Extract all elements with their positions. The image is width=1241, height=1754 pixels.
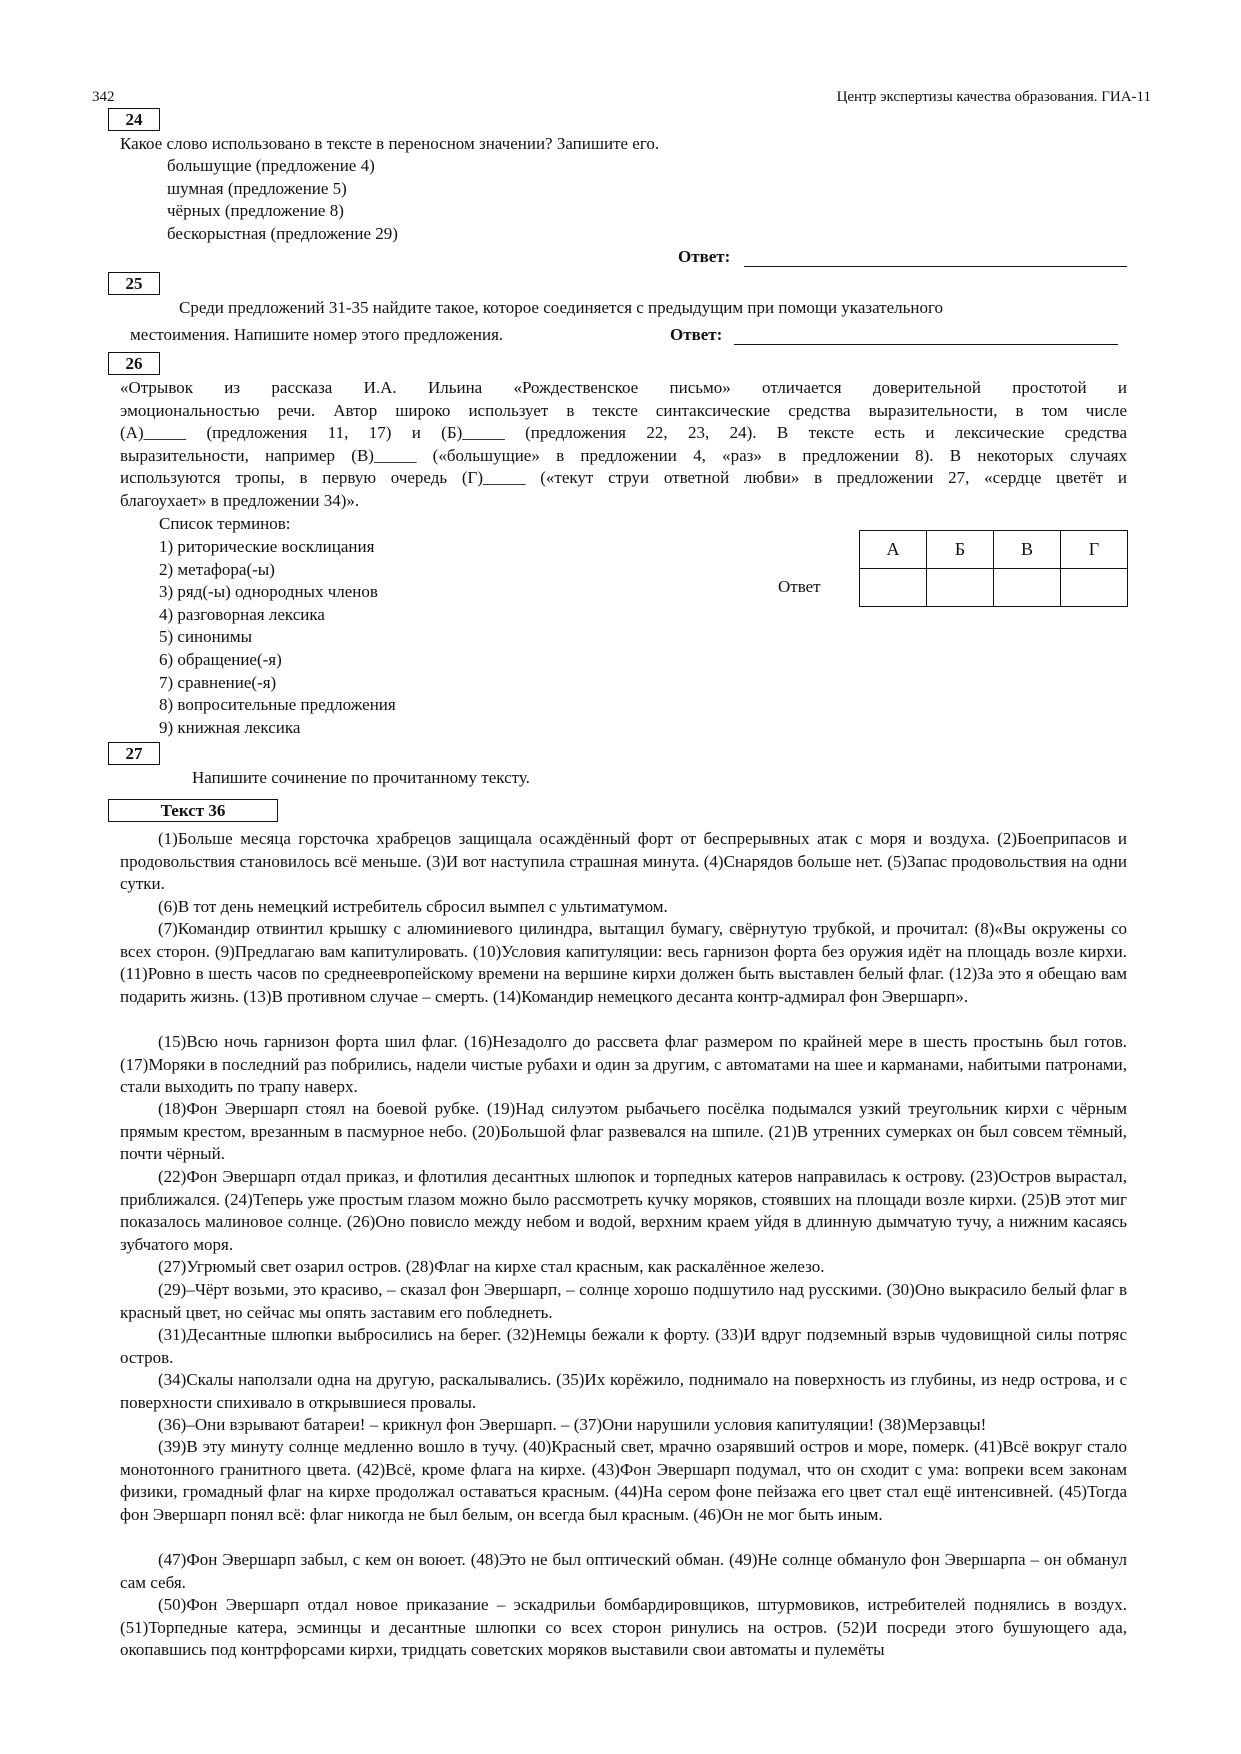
- text-paragraph-5: (18)Фон Эвершарп стоял на боевой рубке. (19)Над силуэтом рыбачьего посёлка подымался узкий треугольник кирхи с чёрным прямым крестом, врезанным в пасмурное небо. (20)Большой флаг развевался на шпиле. (21)В утренних сумерках он был совсем тёмный, почти чёрный.: [120, 1099, 1127, 1163]
- question-27-task: Напишите сочинение по прочитанному тексту.: [192, 768, 530, 787]
- answer-header-g: Г: [1061, 531, 1128, 569]
- question-24-option-3: чёрных (предложение 8): [167, 201, 344, 220]
- running-header-title: Центр экспертизы качества образования. ГИА-11: [836, 89, 1151, 105]
- question-26-text-line-4: выразительности, например (В)_____ («большущие» в предложении 4, «раз» в предложении 8). В некоторых случаях: [120, 446, 1127, 465]
- text-paragraph-1: (1)Больше месяца горсточка храбрецов защищала осаждённый форт от беспрерывных атак с моря и воздуха. (2)Боеприпасов и продовольствия становилось всё меньше. (3)И вот наступила страшная минута. (4)Снарядов больше нет. (5)Запас продовольствия на одни сутки.: [120, 829, 1127, 893]
- term-item-6: 6) обращение(-я): [159, 650, 282, 669]
- answer-header-a: А: [860, 531, 927, 569]
- question-24-text: Какое слово использовано в тексте в переносном значении? Запишите его.: [120, 134, 660, 153]
- term-item-7: 7) сравнение(-я): [159, 673, 277, 692]
- text-paragraph-11: (36)–Они взрывают батареи! – крикнул фон Эвершарп. – (37)Они нарушили условия капитуляции! (38)Мерзавцы!: [158, 1415, 987, 1434]
- text-paragraph-10: (34)Скалы наползали одна на другую, раскалывались. (35)Их корёжило, поднимало на поверхность из глубины, из недр острова, и с поверхности спихивало в открывшиеся провалы.: [120, 1370, 1127, 1412]
- text-paragraph-13: (47)Фон Эвершарп забыл, с кем он воюет. (48)Это не был оптический обман. (49)Не солнце обмануло фон Эвершарпа – он обманул сам себя.: [120, 1550, 1127, 1592]
- question-27-number: 27: [108, 742, 160, 765]
- question-25-text-line-1: Среди предложений 31-35 найдите такое, которое соединяется с предыдущим при помощи указательного: [179, 298, 944, 317]
- term-item-4: 4) разговорная лексика: [159, 605, 325, 624]
- answer-header-v: В: [994, 531, 1061, 569]
- question-25-answer-line[interactable]: [734, 344, 1118, 345]
- question-26-text-line-6: благоухает» в предложении 34)».: [120, 491, 360, 510]
- question-25-text-line-2: местоимения. Напишите номер этого предложения.: [130, 325, 504, 344]
- term-item-1: 1) риторические восклицания: [159, 537, 375, 556]
- question-24-option-2: шумная (предложение 5): [167, 179, 347, 198]
- term-item-9: 9) книжная лексика: [159, 718, 301, 737]
- answer-cell-g[interactable]: [1061, 569, 1128, 607]
- question-26-text-line-1: «Отрывок из рассказа И.А. Ильина «Рождественское письмо» отличается доверительной простотой и: [120, 378, 1127, 397]
- text-paragraph-9: (31)Десантные шлюпки выбросились на берег. (32)Немцы бежали к форту. (33)И вдруг подземный взрыв чудовищной силы потряс остров.: [120, 1325, 1127, 1367]
- term-item-5: 5) синонимы: [159, 627, 253, 646]
- text-paragraph-14: (50)Фон Эвершарп отдал новое приказание – эскадрильи бомбардировщиков, штурмовиков, истребителей поднялись в воздух. (51)Торпедные катера, эсминцы и десантные шлюпки со всех сторон ринулись на остров. (52)И посреди этого бушующего ада, окопавшись под контрфорсами кирхи, тридцать советских моряков выставили свои автоматы и пулемёты: [120, 1595, 1127, 1659]
- text-paragraph-7: (27)Угрюмый свет озарил остров. (28)Флаг на кирхе стал красным, как раскалённое железо.: [158, 1257, 825, 1276]
- terms-list-title: Список терминов:: [159, 514, 291, 533]
- term-item-8: 8) вопросительные предложения: [159, 695, 396, 714]
- term-item-3: 3) ряд(-ы) однородных членов: [159, 582, 378, 601]
- answer-cell-v[interactable]: [994, 569, 1061, 607]
- question-24-option-1: большущие (предложение 4): [167, 156, 375, 175]
- question-26-text-line-3: (А)_____ (предложения 11, 17) и (Б)_____ (предложения 22, 23, 24). В тексте есть и лексические средства: [120, 423, 1127, 442]
- question-24-option-4: бескорыстная (предложение 29): [167, 224, 398, 243]
- question-26-text-line-5: используются тропы, в первую очередь (Г)_____ («текут струи ответной любви» в предложении 27, «сердце цветёт и: [120, 468, 1127, 487]
- text-paragraph-12: (39)В эту минуту солнце медленно вошло в тучу. (40)Красный свет, мрачно озарявший остров и море, померк. (41)Всё вокруг стало монотонного гранитного цвета. (42)Всё, кроме флага на кирхе. (43)Фон Эвершарп подумал, что он сходит с ума: вопреки всем законам физики, громадный флаг на кирхе продолжал оставаться красным. (44)На сером фоне пейзажа его цвет стал ещё интенсивней. (45)Тогда фон Эвершарп понял всё: флаг никогда не был белым, он всегда был красным. (46)Он не мог быть иным.: [120, 1437, 1127, 1524]
- text-paragraph-6: (22)Фон Эвершарп отдал приказ, и флотилия десантных шлюпок и торпедных катеров направилась к острову. (23)Остров вырастал, приближался. (24)Теперь уже простым глазом можно было рассмотреть кучку моряков, стоявших на площади возле кирхи. (25)В этот миг показалось малиновое солнце. (26)Оно повисло между небом и водой, верхним краем уйдя в длинную дымчатую тучу, а нижним касаясь зубчатого моря.: [120, 1167, 1127, 1254]
- question-25-answer-label: Ответ:: [670, 325, 723, 344]
- question-24-answer-label: Ответ:: [678, 247, 731, 266]
- text-paragraph-3: (7)Командир отвинтил крышку с алюминиевого цилиндра, вытащил бумагу, свёрнутую трубкой, и прочитал: (8)«Вы окружены со всех сторон. (9)Предлагаю вам капитулировать. (10)Условия капитуляции: весь гарнизон форта без оружия идёт на площадь возле кирхи. (11)Ровно в шесть часов по среднеевропейскому времени на вершине кирхи должен быть выставлен белый флаг. (12)За это я обещаю вам подарить жизнь. (13)В противном случае – смерть. (14)Командир немецкого десанта контр-адмирал фон Эвершарп».: [120, 919, 1127, 1006]
- question-26-number: 26: [108, 352, 160, 375]
- text-paragraph-4: (15)Всю ночь гарнизон форта шил флаг. (16)Незадолго до рассвета флаг размером по крайней мере в шесть простынь был готов. (17)Моряки в последний раз побрились, надели чистые рубахи и один за другим, с автоматами на шее и карманами, набитыми патронами, стали выходить по трапу наверх.: [120, 1032, 1127, 1096]
- answer-cell-b[interactable]: [927, 569, 994, 607]
- question-25-number: 25: [108, 272, 160, 295]
- question-24-answer-line[interactable]: [744, 266, 1127, 267]
- question-26-answer-table: [859, 530, 1128, 607]
- text-36-label: Текст 36: [108, 799, 278, 822]
- answer-header-b: Б: [927, 531, 994, 569]
- text-paragraph-8: (29)–Чёрт возьми, это красиво, – сказал фон Эвершарп, – солнце хорошо подшутило над русскими. (30)Оно выкрасило белый флаг в красный цвет, но сейчас мы опять заставим его побледнеть.: [120, 1280, 1127, 1322]
- question-26-text-line-2: эмоциональностью речи. Автор широко использует в тексте синтаксические средства выразительности, в том числе: [120, 401, 1127, 420]
- question-24-number: 24: [108, 108, 160, 131]
- page-number: 342: [92, 89, 115, 105]
- term-item-2: 2) метафора(-ы): [159, 560, 275, 579]
- text-paragraph-2: (6)В тот день немецкий истребитель сбросил вымпел с ультиматумом.: [158, 897, 668, 916]
- answer-cell-a[interactable]: [860, 569, 927, 607]
- question-26-answer-label: Ответ: [778, 577, 821, 596]
